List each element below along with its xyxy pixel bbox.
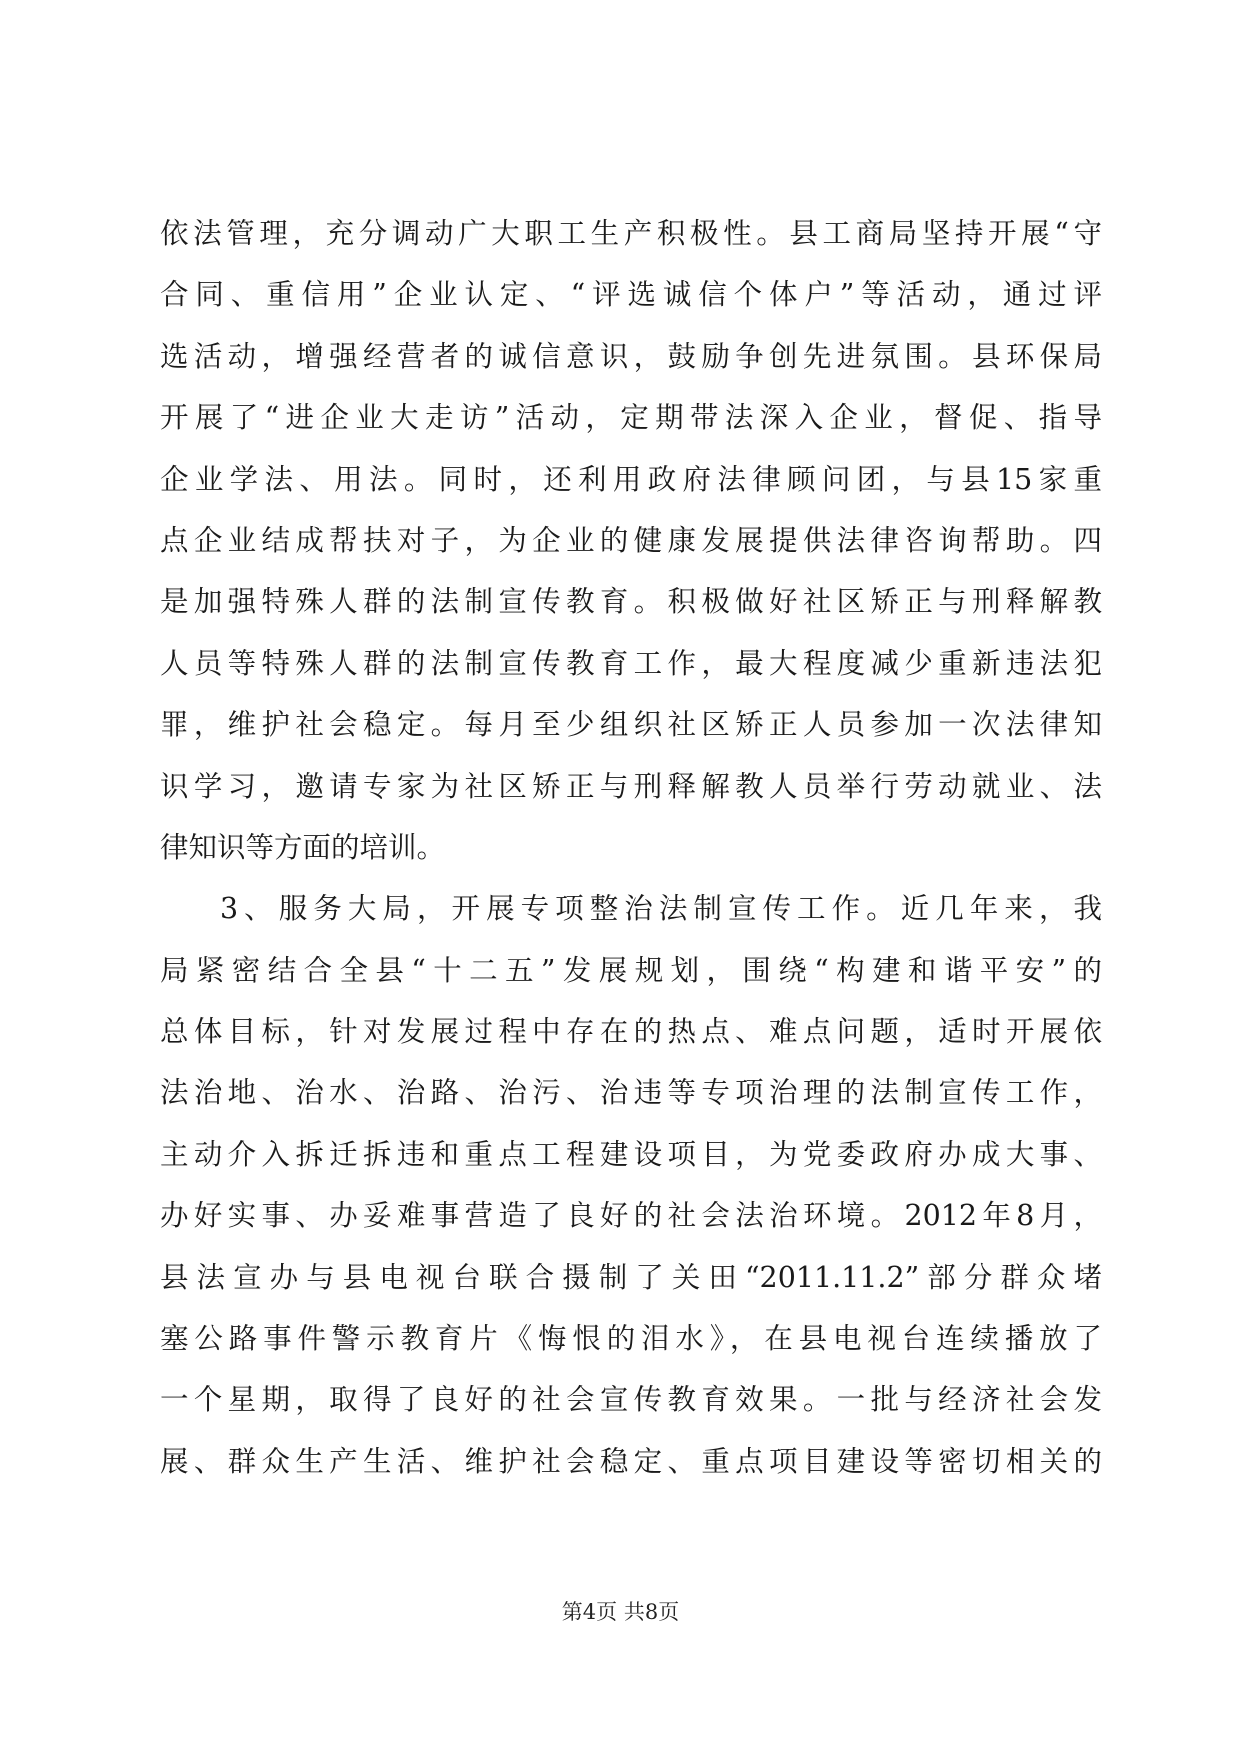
text-line: 罪，维护社会稳定。每月至少组织社区矫正人员参加一次法律知 [160, 708, 1102, 742]
text-line: 人员等特殊人群的法制宣传教育工作，最大程度减少重新违法犯 [160, 646, 1102, 680]
text-line: 总体目标，针对发展过程中存在的热点、难点问题，适时开展依 [160, 1015, 1102, 1049]
text-line: 律知识等方面的培训。 [160, 830, 446, 864]
text-line: 开展了“进企业大走访”活动，定期带法深入企业，督促、指导 [160, 401, 1102, 435]
text-line: 依法管理，充分调动广大职工生产积极性。县工商局坚持开展“守 [160, 217, 1102, 250]
text-line: 塞公路事件警示教育片《悔恨的泪水》，在县电视台连续播放了 [160, 1322, 1102, 1356]
text-line: 选活动，增强经营者的诚信意识，鼓励争创先进氛围。县环保局 [160, 339, 1102, 373]
page-footer: 第4页 共8页 [561, 1600, 680, 1624]
document-body [160, 203, 1102, 1492]
paragraph [160, 878, 1102, 1492]
text-line: 识学习，邀请专家为社区矫正与刑释解教人员举行劳动就业、法 [160, 769, 1102, 803]
text-line: 县法宣办与县电视台联合摄制了关田“2011.11.2”部分群众堵 [160, 1260, 1102, 1294]
text-line: 局紧密结合全县“十二五”发展规划，围绕“构建和谐平安”的 [160, 953, 1102, 987]
text-line: 3、服务大局，开展专项整治法制宣传工作。近几年来，我 [220, 892, 1102, 926]
text-line: 主动介入拆迁拆违和重点工程建设项目，为党委政府办成大事、 [160, 1137, 1102, 1171]
paragraph [160, 203, 1102, 878]
text-line: 办好实事、办妥难事营造了良好的社会法治环境。2012年8月， [160, 1199, 1102, 1233]
text-line: 企业学法、用法。同时，还利用政府法律顾问团，与县15家重 [160, 462, 1102, 496]
text-line: 合同、重信用”企业认定、“评选诚信个体户”等活动，通过评 [160, 278, 1102, 312]
text-line: 一个星期，取得了良好的社会宣传教育效果。一批与经济社会发 [160, 1383, 1102, 1417]
text-line: 法治地、治水、治路、治污、治违等专项治理的法制宣传工作， [160, 1076, 1102, 1110]
text-line: 展、群众生产生活、维护社会稳定、重点项目建设等密切相关的 [160, 1444, 1102, 1478]
text-line: 是加强特殊人群的法制宣传教育。积极做好社区矫正与刑释解教 [160, 585, 1102, 619]
text-line: 点企业结成帮扶对子，为企业的健康发展提供法律咨询帮助。四 [160, 523, 1102, 557]
